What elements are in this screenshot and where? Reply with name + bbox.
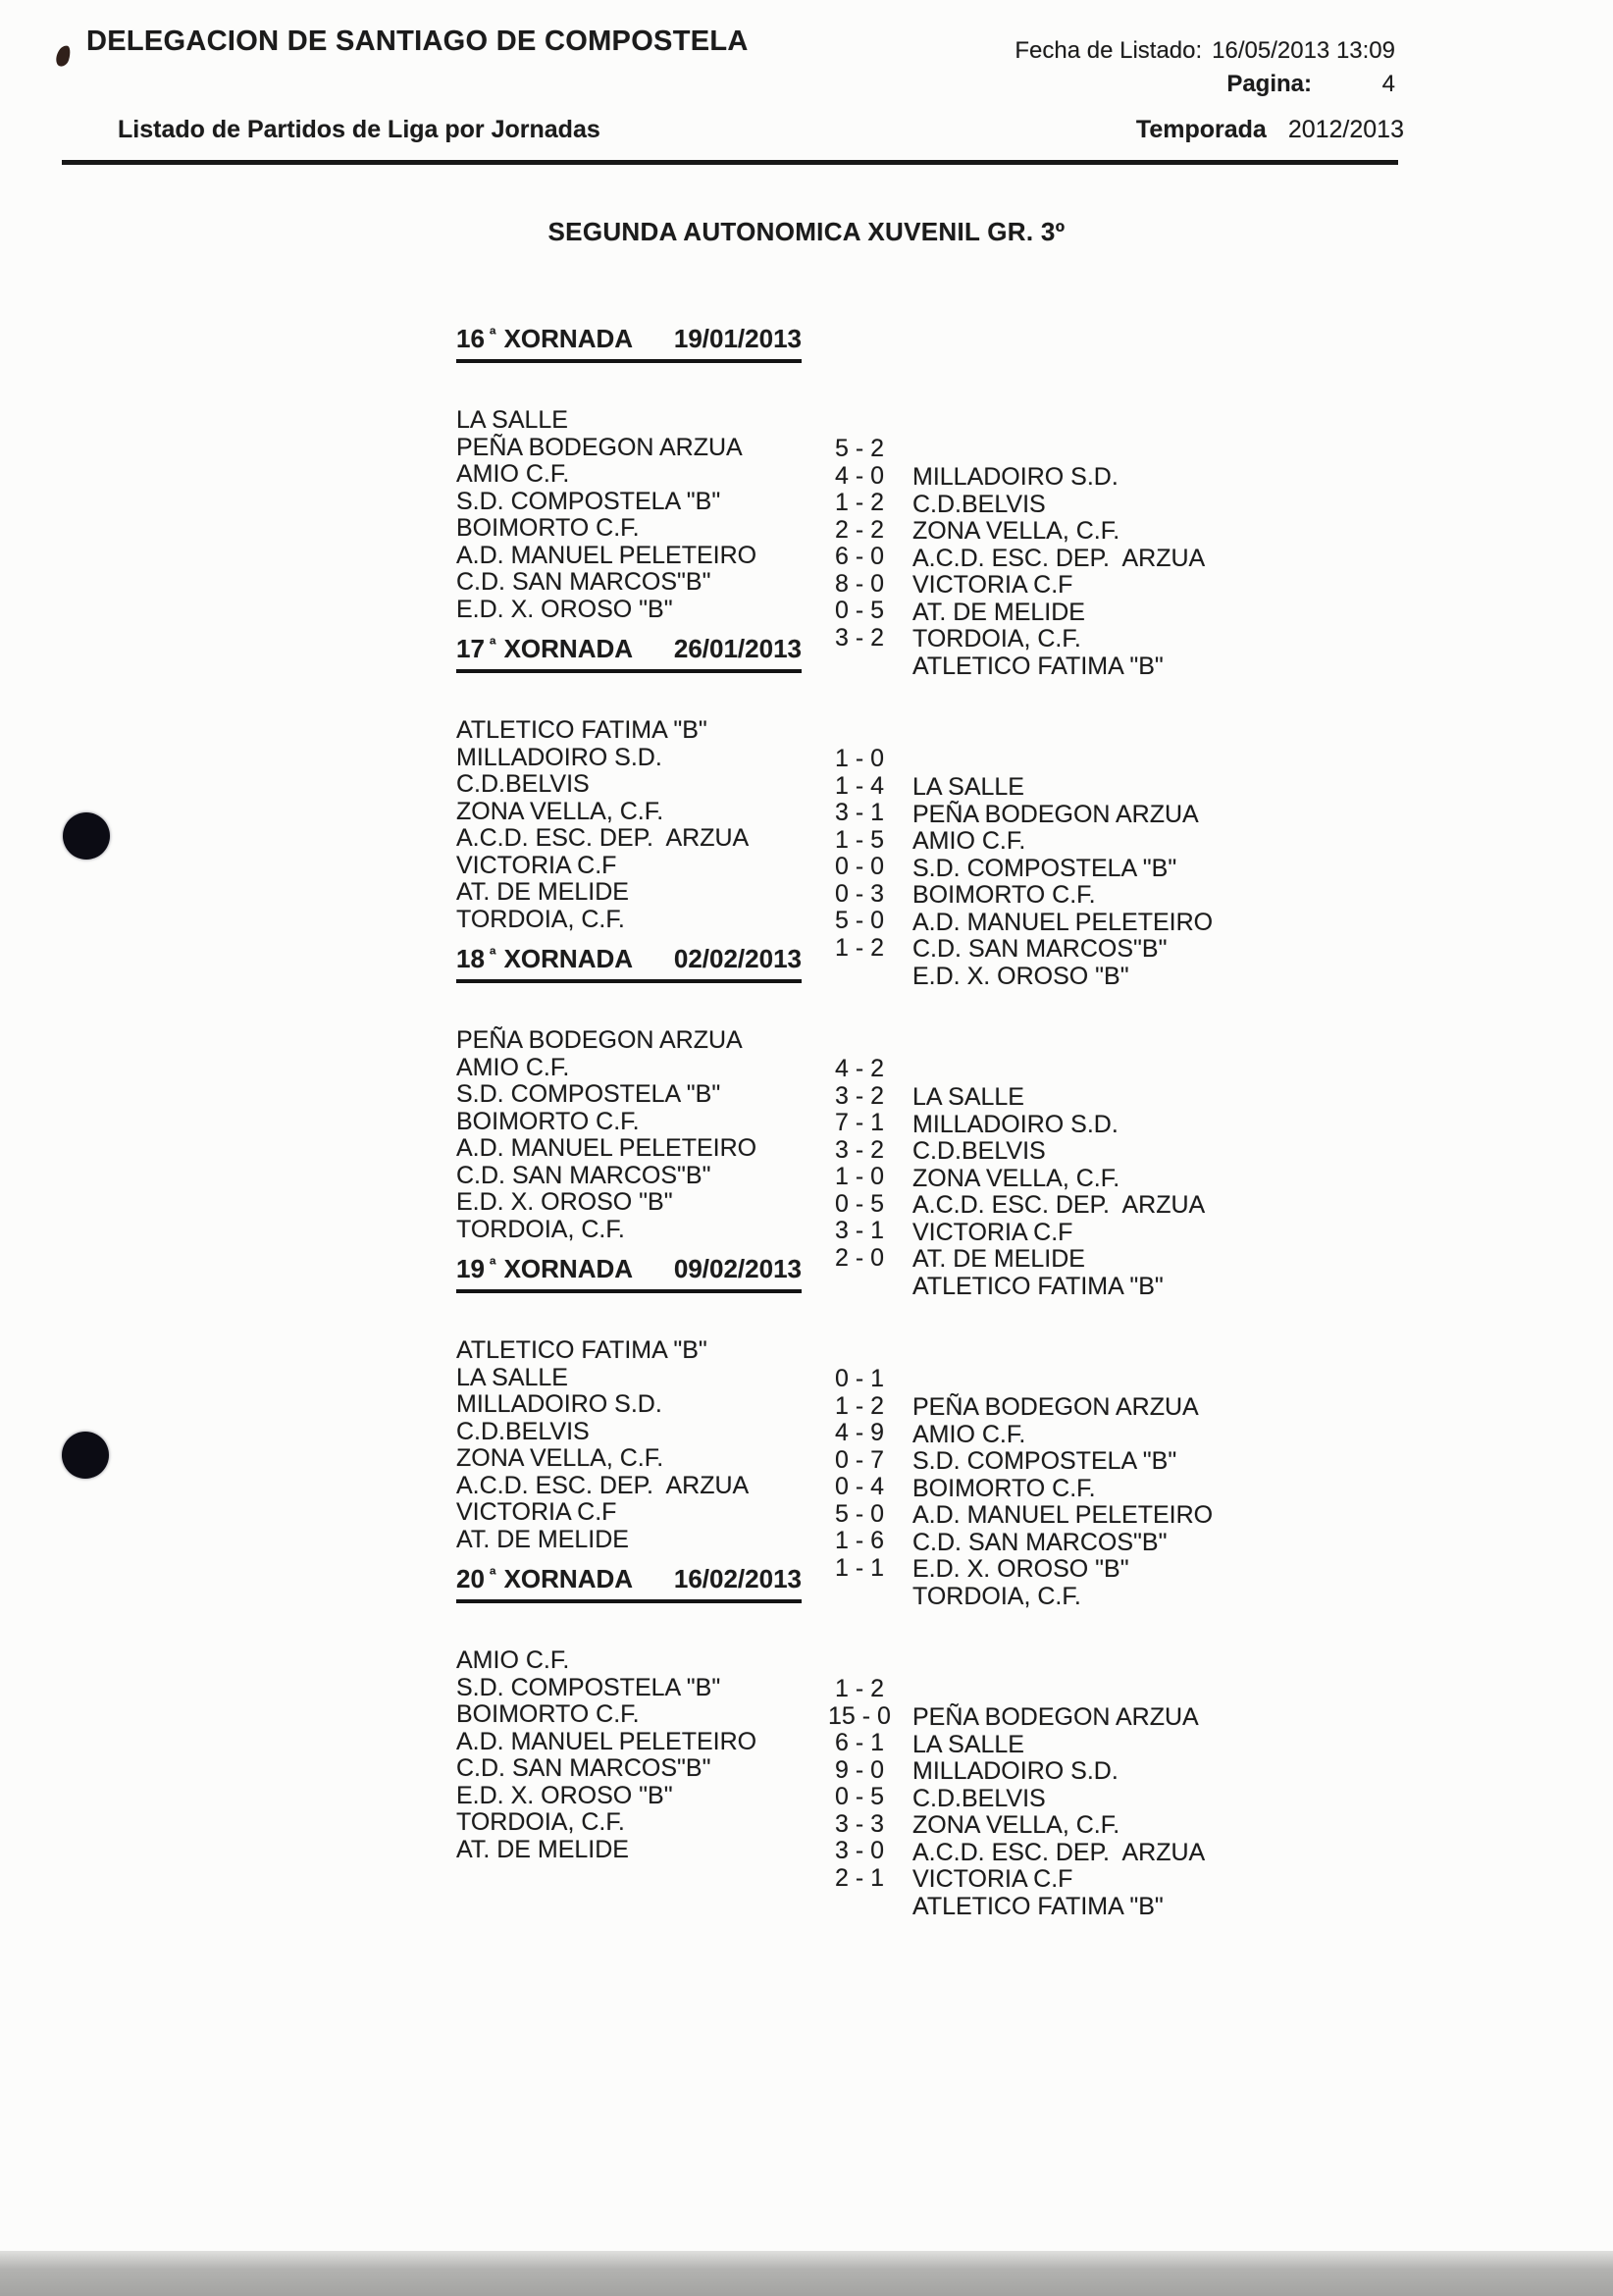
away-team: ZONA VELLA, C.F.	[912, 1811, 1120, 1839]
home-team: PEÑA BODEGON ARZUA	[456, 433, 743, 461]
home-team: AMIO C.F.	[456, 1646, 570, 1674]
jornada-title	[456, 634, 633, 664]
season-label: Temporada	[1135, 116, 1267, 143]
jornada-header	[456, 944, 802, 983]
home-team: S.D. COMPOSTELA "B"	[456, 1080, 721, 1108]
jornada-label: XORNADA	[503, 324, 634, 353]
away-team: BOIMORTO C.F.	[912, 1474, 1096, 1502]
jornada-label: XORNADA	[503, 1254, 634, 1283]
away-team: ZONA VELLA, C.F.	[912, 517, 1120, 545]
match-score: 2 - 2	[834, 515, 885, 544]
home-team: E.D. X. OROSO "B"	[456, 595, 673, 623]
match-score: 8 - 0	[834, 569, 885, 598]
home-team: A.D. MANUEL PELETEIRO	[456, 1134, 757, 1162]
match-score: 4 - 9	[834, 1419, 885, 1446]
home-team: PEÑA BODEGON ARZUA	[456, 1026, 743, 1054]
jornada-ordinal: ª	[489, 635, 496, 654]
jornada-label: XORNADA	[503, 1564, 634, 1593]
away-team: VICTORIA C.F	[912, 571, 1073, 599]
away-team: S.D. COMPOSTELA "B"	[912, 1447, 1177, 1475]
match-score: 5 - 2	[834, 435, 885, 462]
home-team: BOIMORTO C.F.	[456, 514, 640, 542]
home-team: A.C.D. ESC. DEP. ARZUA	[456, 1471, 750, 1499]
match-score: 3 - 2	[834, 1081, 885, 1110]
competition-title: SEGUNDA AUTONOMICA XUVENIL GR. 3º	[547, 217, 1066, 246]
away-team: E.D. X. OROSO "B"	[912, 962, 1129, 990]
match-score: 3 - 1	[834, 799, 885, 826]
match-score: 1 - 2	[834, 933, 885, 962]
away-team: S.D. COMPOSTELA "B"	[912, 854, 1177, 882]
home-team: ZONA VELLA, C.F.	[456, 1444, 664, 1472]
away-team: A.D. MANUEL PELETEIRO	[912, 1501, 1214, 1529]
match-score: 0 - 1	[834, 1365, 885, 1392]
home-team: TORDOIA, C.F.	[456, 905, 625, 933]
away-team: MILLADOIRO S.D.	[912, 463, 1119, 491]
home-team: A.D. MANUEL PELETEIRO	[456, 1727, 757, 1755]
match-score: 1 - 2	[834, 1675, 885, 1702]
match-score: 0 - 5	[834, 597, 885, 624]
away-team: MILLADOIRO S.D.	[912, 1110, 1119, 1138]
page-number-label: Pagina:	[1226, 71, 1312, 97]
match-score: 5 - 0	[834, 907, 885, 934]
home-team: LA SALLE	[456, 406, 568, 434]
match-score: 15 - 0	[828, 1701, 891, 1730]
jornada-date: 09/02/2013	[673, 1254, 802, 1283]
away-team: TORDOIA, C.F.	[912, 1582, 1081, 1610]
match-score: 4 - 2	[834, 1055, 885, 1082]
away-team: MILLADOIRO S.D.	[912, 1757, 1119, 1785]
home-team: VICTORIA C.F	[456, 851, 617, 879]
home-team: VICTORIA C.F	[456, 1498, 617, 1526]
match-score: 9 - 0	[834, 1755, 885, 1784]
match-score: 1 - 0	[834, 1163, 885, 1190]
home-team: E.D. X. OROSO "B"	[456, 1781, 673, 1809]
match-score: 1 - 6	[834, 1527, 885, 1554]
home-team: AT. DE MELIDE	[456, 878, 629, 906]
home-team: S.D. COMPOSTELA "B"	[456, 487, 721, 515]
match-score: 1 - 4	[834, 771, 885, 800]
away-team: ATLETICO FATIMA "B"	[912, 652, 1164, 680]
jornada-title	[456, 944, 633, 974]
away-team: C.D.BELVIS	[912, 490, 1046, 518]
match-score: 4 - 0	[834, 461, 885, 490]
away-team: AT. DE MELIDE	[912, 1245, 1085, 1273]
match-list	[456, 1618, 1222, 1920]
jornada-ordinal: ª	[489, 1565, 496, 1585]
jornada-number: 19	[456, 1254, 485, 1283]
away-team: PEÑA BODEGON ARZUA	[912, 1703, 1199, 1731]
match-score: 1 - 1	[834, 1553, 885, 1582]
match-score: 1 - 0	[834, 745, 885, 772]
scanner-edge-band	[0, 2251, 1613, 2296]
jornada-label: XORNADA	[503, 634, 634, 663]
match-score: 1 - 2	[834, 489, 885, 516]
home-team: AMIO C.F.	[456, 460, 570, 488]
jornada-ordinal: ª	[489, 1255, 496, 1275]
season-value: 2012/2013	[1287, 116, 1404, 143]
home-team: S.D. COMPOSTELA "B"	[456, 1673, 721, 1701]
away-team: VICTORIA C.F	[912, 1865, 1073, 1893]
away-team: VICTORIA C.F	[912, 1218, 1073, 1246]
home-team: LA SALLE	[456, 1363, 568, 1391]
match-score: 0 - 4	[834, 1473, 885, 1500]
hole-punch-top	[63, 812, 110, 860]
home-team: BOIMORTO C.F.	[456, 1107, 640, 1135]
home-team: ATLETICO FATIMA "B"	[456, 716, 707, 744]
jornada-header	[456, 1254, 802, 1293]
listing-date-value: 16/05/2013 13:09	[1212, 37, 1395, 64]
away-team: TORDOIA, C.F.	[912, 625, 1081, 652]
away-team: E.D. X. OROSO "B"	[912, 1555, 1129, 1583]
jornada-date: 16/02/2013	[673, 1564, 802, 1593]
jornada-number: 18	[456, 944, 485, 973]
match-score: 3 - 2	[834, 623, 885, 652]
away-team: PEÑA BODEGON ARZUA	[912, 1393, 1199, 1421]
match-score: 3 - 2	[834, 1135, 885, 1164]
away-team: C.D.BELVIS	[912, 1137, 1046, 1165]
jornada-header	[456, 634, 802, 673]
jornada-date: 19/01/2013	[673, 324, 802, 353]
jornada-ordinal: ª	[489, 945, 496, 965]
page-number-value: 4	[1381, 71, 1395, 97]
away-team: LA SALLE	[912, 1083, 1024, 1111]
home-team: ATLETICO FATIMA "B"	[456, 1336, 707, 1364]
home-team: TORDOIA, C.F.	[456, 1215, 625, 1243]
home-team: AT. DE MELIDE	[456, 1525, 629, 1553]
match-score: 3 - 3	[834, 1809, 885, 1838]
home-team: MILLADOIRO S.D.	[456, 743, 662, 771]
home-team: AMIO C.F.	[456, 1053, 570, 1081]
match-score: 3 - 1	[834, 1217, 885, 1244]
match-score: 0 - 7	[834, 1445, 885, 1474]
home-team: C.D. SAN MARCOS"B"	[456, 568, 711, 596]
jornada-label: XORNADA	[503, 944, 634, 973]
jornada-section	[456, 1564, 1222, 1920]
match-score: 7 - 1	[834, 1109, 885, 1136]
away-team: ATLETICO FATIMA "B"	[912, 1892, 1164, 1920]
home-team: C.D.BELVIS	[456, 770, 590, 798]
home-team: A.D. MANUEL PELETEIRO	[456, 541, 757, 569]
jornada-title	[456, 1254, 633, 1284]
away-team: AMIO C.F.	[912, 827, 1026, 855]
home-team: C.D.BELVIS	[456, 1417, 590, 1445]
away-team: PEÑA BODEGON ARZUA	[912, 800, 1199, 828]
match-score: 0 - 5	[834, 1783, 885, 1810]
match-score: 1 - 5	[834, 825, 885, 854]
jornada-number: 20	[456, 1564, 485, 1593]
home-team: C.D. SAN MARCOS"B"	[456, 1161, 711, 1189]
match-score: 5 - 0	[834, 1499, 885, 1528]
away-team: AMIO C.F.	[912, 1420, 1026, 1448]
away-team: A.C.D. ESC. DEP. ARZUA	[912, 1191, 1206, 1219]
match-score: 0 - 3	[834, 879, 885, 908]
match-score: 1 - 2	[834, 1391, 885, 1420]
away-team: A.C.D. ESC. DEP. ARZUA	[912, 1838, 1206, 1866]
away-team: LA SALLE	[912, 773, 1024, 801]
home-team: C.D. SAN MARCOS"B"	[456, 1754, 711, 1782]
home-team: ZONA VELLA, C.F.	[456, 797, 664, 825]
away-team: BOIMORTO C.F.	[912, 881, 1096, 909]
away-team: C.D. SAN MARCOS"B"	[912, 1528, 1168, 1556]
match-score: 6 - 1	[834, 1729, 885, 1756]
home-team: MILLADOIRO S.D.	[456, 1390, 662, 1418]
away-team: C.D. SAN MARCOS"B"	[912, 935, 1168, 963]
away-team: AT. DE MELIDE	[912, 598, 1085, 626]
jornada-date: 26/01/2013	[673, 634, 802, 663]
match-score: 3 - 0	[834, 1837, 885, 1864]
match-score: 0 - 5	[834, 1189, 885, 1218]
jornada-header	[456, 324, 802, 363]
report-title: Listado de Partidos de Liga por Jornadas	[118, 116, 600, 143]
home-team: A.C.D. ESC. DEP. ARZUA	[456, 824, 750, 852]
jornada-number: 16	[456, 324, 485, 353]
jornada-ordinal: ª	[489, 325, 496, 344]
match-score: 0 - 0	[834, 853, 885, 880]
home-team: AT. DE MELIDE	[456, 1835, 629, 1863]
away-team: LA SALLE	[912, 1730, 1024, 1758]
away-team: A.D. MANUEL PELETEIRO	[912, 908, 1214, 936]
home-team: E.D. X. OROSO "B"	[456, 1188, 673, 1216]
away-team: ATLETICO FATIMA "B"	[912, 1272, 1164, 1300]
match-score: 2 - 0	[834, 1243, 885, 1272]
away-team: C.D.BELVIS	[912, 1784, 1046, 1812]
home-team: TORDOIA, C.F.	[456, 1808, 625, 1836]
jornada-header	[456, 1564, 802, 1603]
home-team: BOIMORTO C.F.	[456, 1700, 640, 1728]
match-score: 6 - 0	[834, 543, 885, 570]
away-team: A.C.D. ESC. DEP. ARZUA	[912, 544, 1206, 572]
match-score: 2 - 1	[834, 1863, 885, 1892]
jornada-date: 02/02/2013	[673, 944, 802, 973]
listing-date-label: Fecha de Listado:	[1015, 37, 1203, 64]
away-team: ZONA VELLA, C.F.	[912, 1164, 1120, 1192]
jornada-title	[456, 1564, 633, 1594]
hole-punch-bottom	[62, 1432, 109, 1479]
jornada-number: 17	[456, 634, 485, 663]
organization-title: DELEGACION DE SANTIAGO DE COMPOSTELA	[86, 26, 749, 57]
jornada-title	[456, 324, 633, 354]
